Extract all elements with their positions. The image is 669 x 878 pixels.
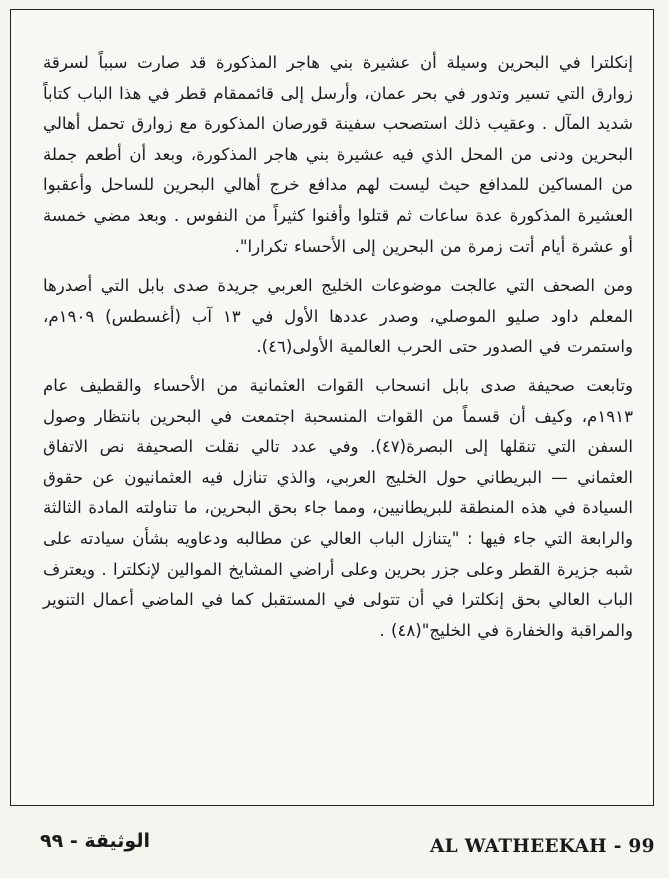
paragraph-2: ومن الصحف التي عالجت موضوعات الخليج العربي جريدة صدى بابل التي أصدرها المعلم داود صليو الموصلي، وصدر عددها الأول في ١٣ آب (أغسطس) ١٩٠٩م، واستمرت في الصدور حتى الحرب العالمية الأولى(٤٦).	[43, 276, 633, 357]
paragraph-1: إنكلترا في البحرين وسيلة أن عشيرة بني هاجر المذكورة قد صارت سبباً لسرقة زوارق التي تسير وتدور في بحر عمان، وأرسل إلى قائممقام قطر في هذا الباب كتاباً شديد المآل . وعقيب ذلك استصحب سفينة قورصان المذكورة مع زوارق تحمل أهالي البحرين ودنى من المحل الذي فيه عشيرة بني هاجر المذكورة، وبعد أن أطعم جملة من المساكين للمدافع حيث ليست لهم مدافع خرج أهالي البحرين للساحل وأعقبوا العشيرة المذكورة عدة ساعات ثم قتلوا وأفنوا كثيراً من النفوس . وبعد مضي خمسة أو عشرة أيام أتت زمرة من البحرين إلى الأحساء تكرارا".	[43, 53, 633, 256]
page-frame	[10, 9, 654, 806]
body-text	[43, 48, 633, 646]
footer-latin-title: AL WATHEEKAH - 99	[430, 836, 655, 857]
page-footer	[0, 826, 669, 866]
paragraph-3: وتابعت صحيفة صدى بابل انسحاب القوات العثمانية من الأحساء والقطيف عام ١٩١٣م، وكيف أن قسماً من القوات المنسحبة اجتمعت في البحرين بانتظار وصول السفن التي تنقلها إلى البصرة(٤٧). وفي عدد تالي نقلت الصحيفة نص الاتفاق العثماني — البريطاني حول الخليج العربي، والذي تنازل فيه العثمانيون عن حقوق السيادة في هذه المنطقة للبريطانيين، ومما جاء بحق البحرين، ما تناولته المادة الثالثة والرابعة التي جاء فيها : "يتنازل الباب العالي عن مطالبه ودعاويه بشأن سيادته على شبه جزيرة القطر وعلى جزر بحرين وعلى أراضي المشايخ الموالين لإنكلترا . ويعترف الباب العالي بحق إنكلترا في أن تتولى في المستقبل كما في الماضي أعمال التنوير والمراقبة والخفارة في الخليج"(٤٨) .	[43, 375, 633, 640]
footer-arabic-title: الوثيقة - ٩٩	[40, 830, 150, 852]
